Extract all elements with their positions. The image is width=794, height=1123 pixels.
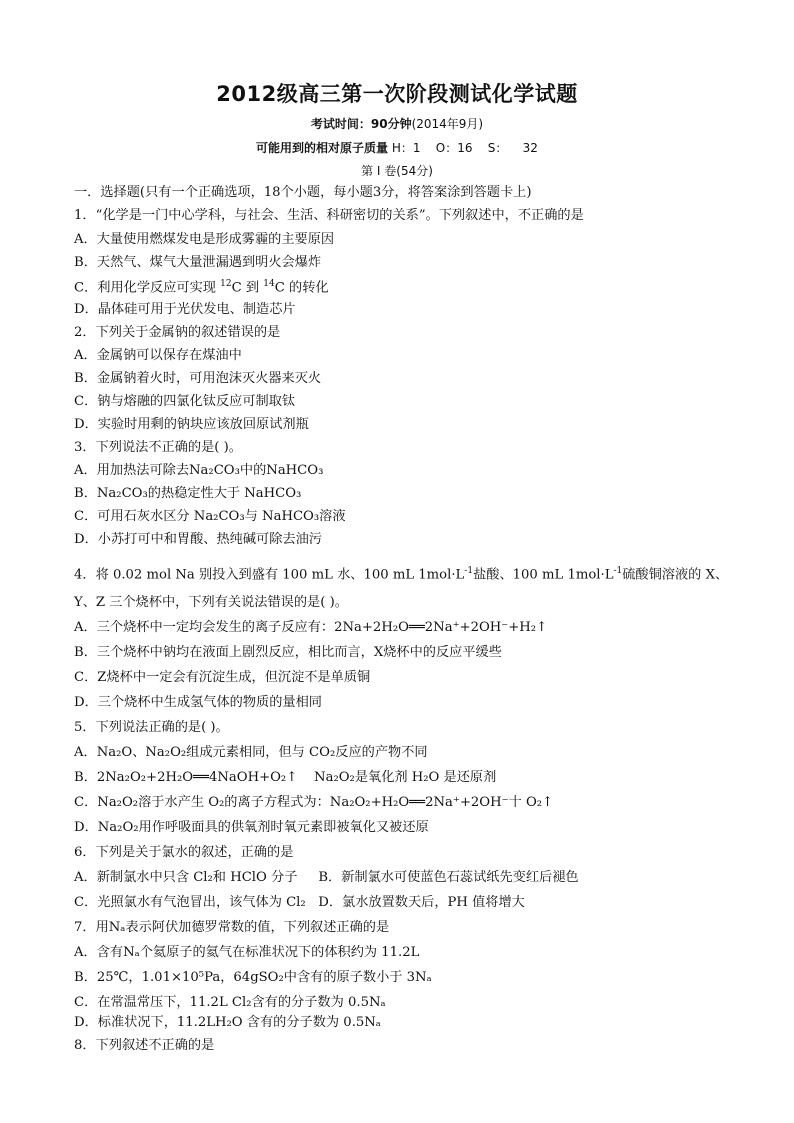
q2-option-b: B．金属钠着火时，可用泡沫灭火器来灭火 <box>74 371 322 386</box>
q1-option-c-sup1: 12 <box>220 279 232 289</box>
atomic-mass-line <box>0 139 794 156</box>
q1-option-c <box>74 280 329 295</box>
atomic-mass-label: 可能用到的相对原子质量 <box>256 141 389 155</box>
q4-option-d: D．三个烧杯中生成氢气体的物质的量相同 <box>74 695 322 710</box>
q5-option-d: D．Na₂O₂用作呼吸面具的供氧剂时氧元素即被氧化又被还原 <box>74 820 429 835</box>
q1-option-b: B．天然气、煤气大量泄漏遇到明火会爆炸 <box>74 255 322 270</box>
q6-stem: 6．下列是关于氯水的叙述，正确的是 <box>74 845 294 860</box>
q3-stem: 3．下列说法不正确的是( )。 <box>74 440 242 455</box>
q4-stem-sup1: -1 <box>464 566 474 576</box>
exam-title: 2012级高三第一次阶段测试化学试题 <box>216 82 578 106</box>
part-label: 第 Ⅰ 卷(54分) <box>361 164 433 178</box>
q2-option-d: D．实验时用剩的钠块应该放回原试剂瓶 <box>74 417 309 432</box>
q4-stem-post: 硫酸铜溶液的 X、 <box>622 567 729 583</box>
q4-stem-pre: 4．将 0.02 mol Na 别投入到盛有 100 mL 水、100 mL 1mol·L <box>74 567 465 583</box>
q2-option-a: A．金属钠可以保存在煤油中 <box>74 348 242 363</box>
q5-option-c: C．Na₂O₂溶于水产生 O₂的离子方程式为：Na₂O₂+H₂O══2Na⁺+2OH⁻十 O₂↑ <box>74 795 554 810</box>
q4-stem-line1 <box>74 567 728 582</box>
q1-option-c-sup2: 14 <box>263 279 275 289</box>
q6-options-cd: C．光照氯水有气泡冒出，该气体为 Cl₂ D．氯水放置数天后，PH 值将增大 <box>74 895 525 910</box>
q4-option-c: C．Z烧杯中一定会有沉淀生成，但沉淀不是单质铜 <box>74 670 371 685</box>
q7-stem: 7．用Nₐ表示阿伏加德罗常数的值，下列叙述正确的是 <box>74 920 390 935</box>
q1-option-c-mid: C 到 <box>231 280 264 296</box>
q7-option-b: B．25℃，1.01×10⁵Pa，64gSO₂中含有的原子数小于 3Nₐ <box>74 970 432 985</box>
exam-time-line <box>0 115 794 132</box>
q7-option-d: D．标准状况下，11.2LH₂O 含有的分子数为 0.5Nₐ <box>74 1015 381 1030</box>
q6-options-ab: A．新制氯水中只含 Cl₂和 HClO 分子 B．新制氯水可使蓝色石蕊试纸先变红后褪色 <box>74 870 579 885</box>
q2-stem: 2．下列关于金属钠的叙述错误的是 <box>74 325 281 340</box>
q7-option-a: A．含有Nₐ个氦原子的氦气在标准状况下的体积约为 11.2L <box>74 945 420 960</box>
q1-option-c-pre: C．利用化学反应可实现 <box>74 280 221 296</box>
q5-option-b: B．2Na₂O₂+2H₂O══4NaOH+O₂↑ Na₂O₂是氧化剂 H₂O 是还原剂 <box>74 770 497 785</box>
q4-option-b: B．三个烧杯中钠均在液面上剧烈反应，相比而言，X烧杯中的反应平缓些 <box>74 645 502 660</box>
q3-option-b: B．Na₂CO₃的热稳定性大于 NaHCO₃ <box>74 486 302 501</box>
q5-stem: 5．下列说法正确的是( )。 <box>74 720 229 735</box>
q1-stem: 1．“化学是一门中心学科，与社会、生活、科研密切的关系”。下列叙述中，不正确的是 <box>74 208 584 223</box>
q7-option-c: C．在常温常压下，11.2L Cl₂含有的分子数为 0.5Nₐ <box>74 995 386 1010</box>
q1-option-d: D．晶体硅可用于光伏发电、制造芯片 <box>74 302 296 317</box>
exam-date: (2014年9月) <box>411 117 484 131</box>
q8-stem: 8．下列叙述不正确的是 <box>74 1038 215 1053</box>
q2-option-c: C．钠与熔融的四氯化钛反应可制取钛 <box>74 394 296 409</box>
q1-option-c-post: C 的转化 <box>274 280 329 296</box>
q4-stem-line2: Y、Z 三个烧杯中，下列有关说法错误的是( )。 <box>74 595 348 610</box>
q3-option-c: C．可用石灰水区分 Na₂CO₃与 NaHCO₃溶液 <box>74 509 346 524</box>
q4-stem-mid: 盐酸、100 mL 1mol·L <box>473 567 614 583</box>
atomic-mass-values: H：1 O：16 S： 32 <box>391 141 538 155</box>
q4-stem-sup2: -1 <box>613 566 623 576</box>
exam-time-label: 考试时间：90分钟 <box>310 117 412 131</box>
q4-option-a: A．三个烧杯中一定均会发生的离子反应有：2Na+2H₂O══2Na⁺+2OH⁻+H₂↑ <box>74 620 548 635</box>
q1-option-a: A．大量使用燃煤发电是形成雾霾的主要原因 <box>74 232 335 247</box>
q3-option-d: D．小苏打可中和胃酸、热纯碱可除去油污 <box>74 532 322 547</box>
q5-option-a: A．Na₂O、Na₂O₂组成元素相同，但与 CO₂反应的产物不同 <box>74 745 428 760</box>
section-heading: 一．选择题(只有一个正确选项，18个小题，每小题3分，将答案涂到答题卡上) <box>74 185 532 200</box>
q3-option-a: A．用加热法可除去Na₂CO₃中的NaHCO₃ <box>74 463 324 478</box>
